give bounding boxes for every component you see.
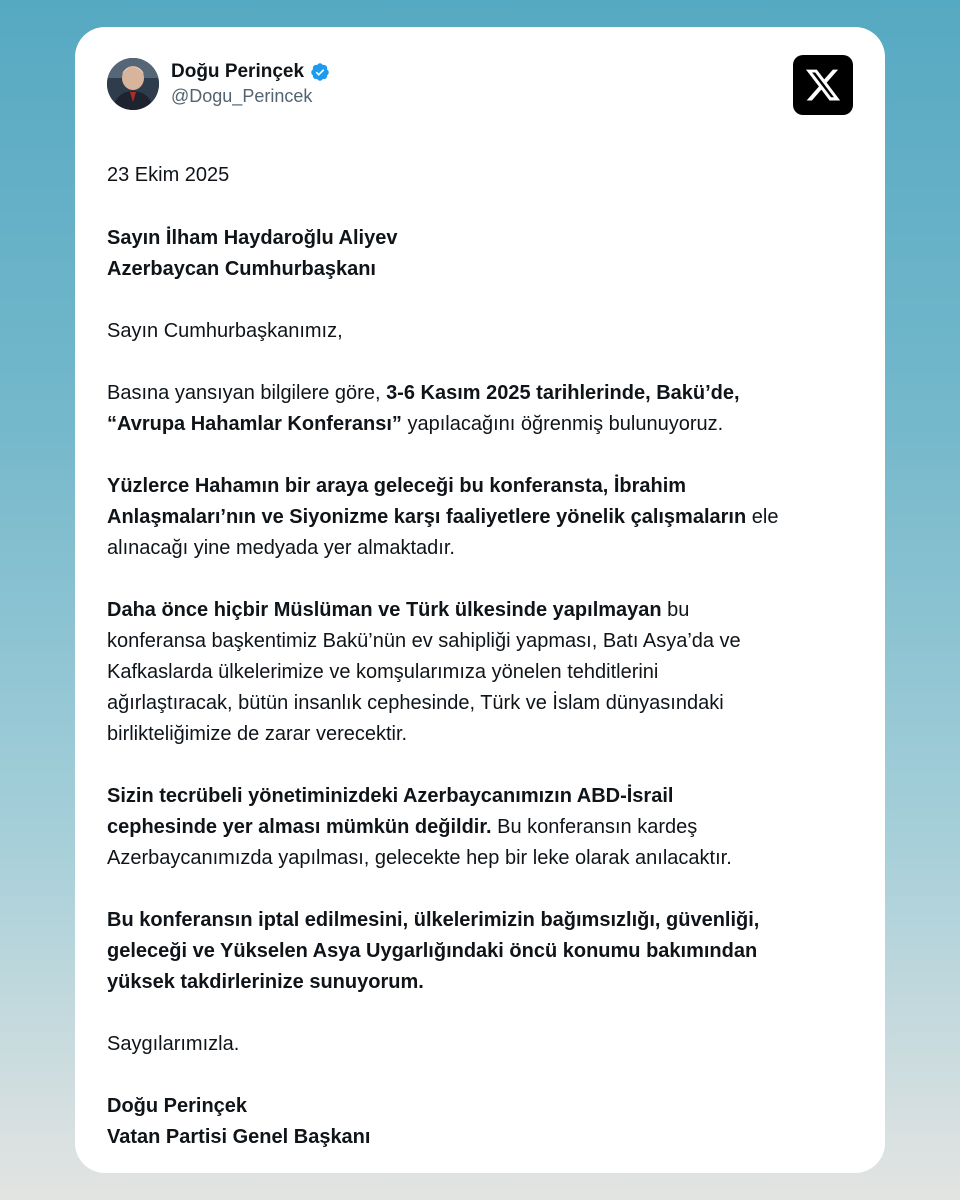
signature-title: Vatan Partisi Genel Başkanı [107, 1126, 371, 1148]
paragraph-2-text: ele [746, 506, 779, 528]
verified-badge-icon [310, 62, 330, 82]
author-handle[interactable]: @Dogu_Perincek [171, 86, 313, 106]
paragraph-3-text: bu [661, 599, 690, 621]
paragraph-1-bold: 3-6 Kasım 2025 tarihlerinde, Bakü’de, [386, 382, 740, 404]
paragraph-2 [107, 471, 853, 564]
author-block [171, 61, 330, 107]
paragraph-5-bold: yüksek takdirlerinize sunuyorum. [107, 971, 424, 993]
salutation: Sayın Cumhurbaşkanımız, [107, 320, 343, 342]
paragraph-2-text: alınacağı yine medyada yer almaktadır. [107, 537, 455, 559]
paragraph-1 [107, 378, 853, 440]
paragraph-3-text: birlikteliğimize de zarar verecektir. [107, 723, 408, 745]
paragraph-1-bold: “Avrupa Hahamlar Konferansı” [107, 413, 402, 435]
author-name-row [171, 61, 330, 83]
x-logo-icon[interactable] [793, 55, 853, 115]
addressee-title: Azerbaycan Cumhurbaşkanı [107, 258, 376, 280]
author-name[interactable]: Doğu Perinçek [171, 61, 305, 82]
tweet-date: 23 Ekim 2025 [107, 164, 230, 186]
paragraph-2-bold: Yüzlerce Hahamın bir araya geleceği bu konferansta, İbrahim [107, 475, 687, 497]
addressee-name: Sayın İlham Haydaroğlu Aliyev [107, 227, 398, 249]
paragraph-1-text: Basına yansıyan bilgilere göre, [107, 382, 387, 404]
paragraph-3 [107, 595, 853, 750]
paragraph-4-text: Bu konferansın kardeş [491, 816, 698, 838]
tweet-header [107, 55, 853, 115]
avatar[interactable] [107, 58, 159, 110]
signature-block [107, 1091, 853, 1153]
paragraph-5-bold: Bu konferansın iptal edilmesini, ülkelerimizin bağımsızlığı, güvenliği, [107, 909, 760, 931]
paragraph-3-text: ağırlaştıracak, bütün insanlık cephesinde, Türk ve İslam dünyasındaki [107, 692, 724, 714]
letter-body [107, 223, 853, 1153]
paragraph-3-text: Kafkaslarda ülkelerimize ve komşularımıza yönelen tehditlerini [107, 661, 659, 683]
paragraph-4-bold: Sizin tecrübeli yönetiminizdeki Azerbaycanımızın ABD-İsrail [107, 785, 674, 807]
paragraph-3-text: konferansa başkentimiz Bakü’nün ev sahipliği yapması, Batı Asya’da ve [107, 630, 741, 652]
paragraph-4-text: Azerbaycanımızda yapılması, gelecekte hep bir leke olarak anılacaktır. [107, 847, 732, 869]
paragraph-2-bold: Anlaşmaları’nın ve Siyonizme karşı faaliyetlere yönelik çalışmaların [107, 506, 747, 528]
paragraph-4-bold: cephesinde yer alması mümkün değildir. [107, 816, 492, 838]
paragraph-5-bold: geleceği ve Yükselen Asya Uygarlığındaki öncü konumu bakımından [107, 940, 758, 962]
addressee-block [107, 223, 853, 285]
paragraph-3-bold: Daha önce hiçbir Müslüman ve Türk ülkesinde yapılmayan [107, 599, 662, 621]
tweet-card [75, 27, 885, 1173]
closing: Saygılarımızla. [107, 1033, 240, 1055]
paragraph-1-text: yapılacağını öğrenmiş bulunuyoruz. [401, 413, 724, 435]
paragraph-5 [107, 905, 853, 998]
avatar-image [107, 58, 159, 110]
paragraph-4 [107, 781, 853, 874]
signature-name: Doğu Perinçek [107, 1095, 248, 1117]
